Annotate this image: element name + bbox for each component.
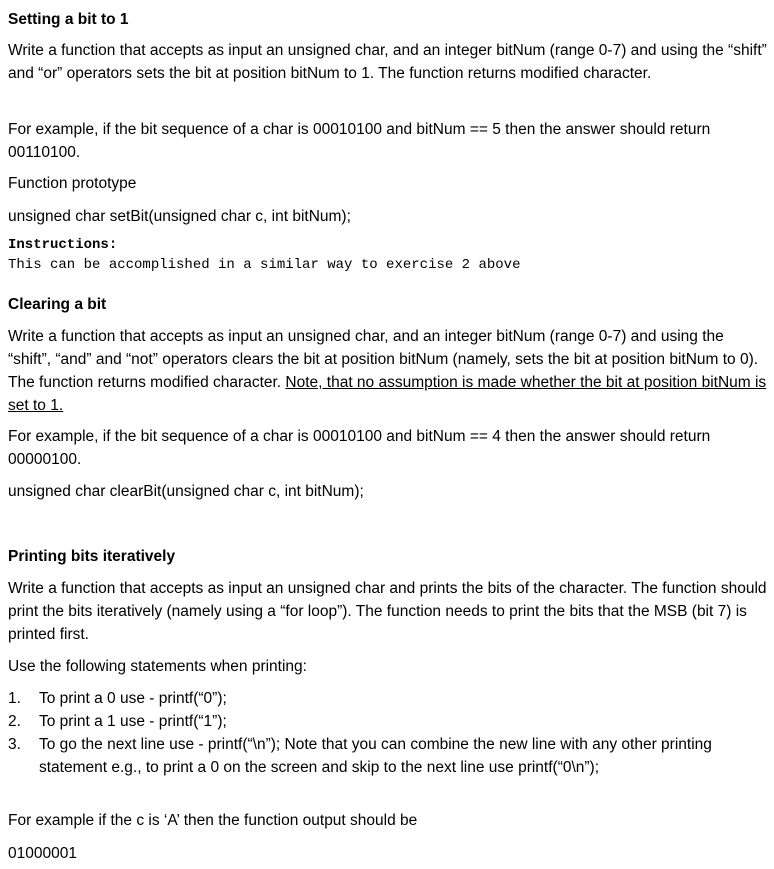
instructions-label: Instructions:: [8, 237, 118, 253]
clear-bit-description-text: Write a function that accepts as input an unsigned char, and an integer bitNum (range 0-7) and using the “shift”, “and” and “not” operators clears the bit at position bitNum (namely, sets the bit at position bitNum to 0). The function returns modified character.: [8, 328, 759, 391]
printing-statements-list: [8, 687, 768, 779]
section-heading-clear-bit: Clearing a bit: [8, 296, 107, 313]
print-bits-description: Write a function that accepts as input an unsigned char and prints the bits of the character. The function should print the bits iteratively (namely using a “for loop”). The function needs to print the bits that the MSB (bit 7) is printed first.: [8, 580, 767, 643]
clear-bit-note: Note, that no assumption is made whether the bit at position bitNum is set to 1.: [8, 374, 767, 414]
set-bit-prototype: unsigned char setBit(unsigned char c, int bitNum);: [8, 208, 351, 225]
use-statements-label: Use the following statements when printing:: [8, 658, 307, 675]
list-item: 1. To print a 0 use - printf(“0”);: [8, 690, 227, 707]
clear-bit-description: [8, 325, 768, 417]
clear-bit-prototype: unsigned char clearBit(unsigned char c, int bitNum);: [8, 483, 364, 500]
clear-bit-example: For example, if the bit sequence of a char is 00010100 and bitNum == 4 then the answer should return 00000100.: [8, 428, 711, 468]
section-heading-set-bit: Setting a bit to 1: [8, 11, 129, 28]
example-output: 01000001: [8, 845, 77, 862]
set-bit-description: Write a function that accepts as input an unsigned char, and an integer bitNum (range 0-7) and using the “shift” and “or” operators sets the bit at position bitNum to 1. The function returns modified character.: [8, 42, 767, 82]
list-item: 3. To go the next line use - printf(“\n”); Note that you can combine the new line with any other printing statement e.g., to print a 0 on the screen and skip to the next line use printf(“0\n”);: [8, 736, 712, 776]
instructions-text: This can be accomplished in a similar way to exercise 2 above: [8, 257, 521, 273]
section-heading-print-bits: Printing bits iteratively: [8, 548, 176, 565]
set-bit-example: For example, if the bit sequence of a char is 00010100 and bitNum == 5 then the answer should return 00110100.: [8, 121, 711, 161]
list-item: 2. To print a 1 use - printf(“1”);: [8, 713, 227, 730]
print-bits-example: For example if the c is ‘A’ then the function output should be: [8, 812, 418, 829]
function-prototype-label: Function prototype: [8, 175, 137, 192]
